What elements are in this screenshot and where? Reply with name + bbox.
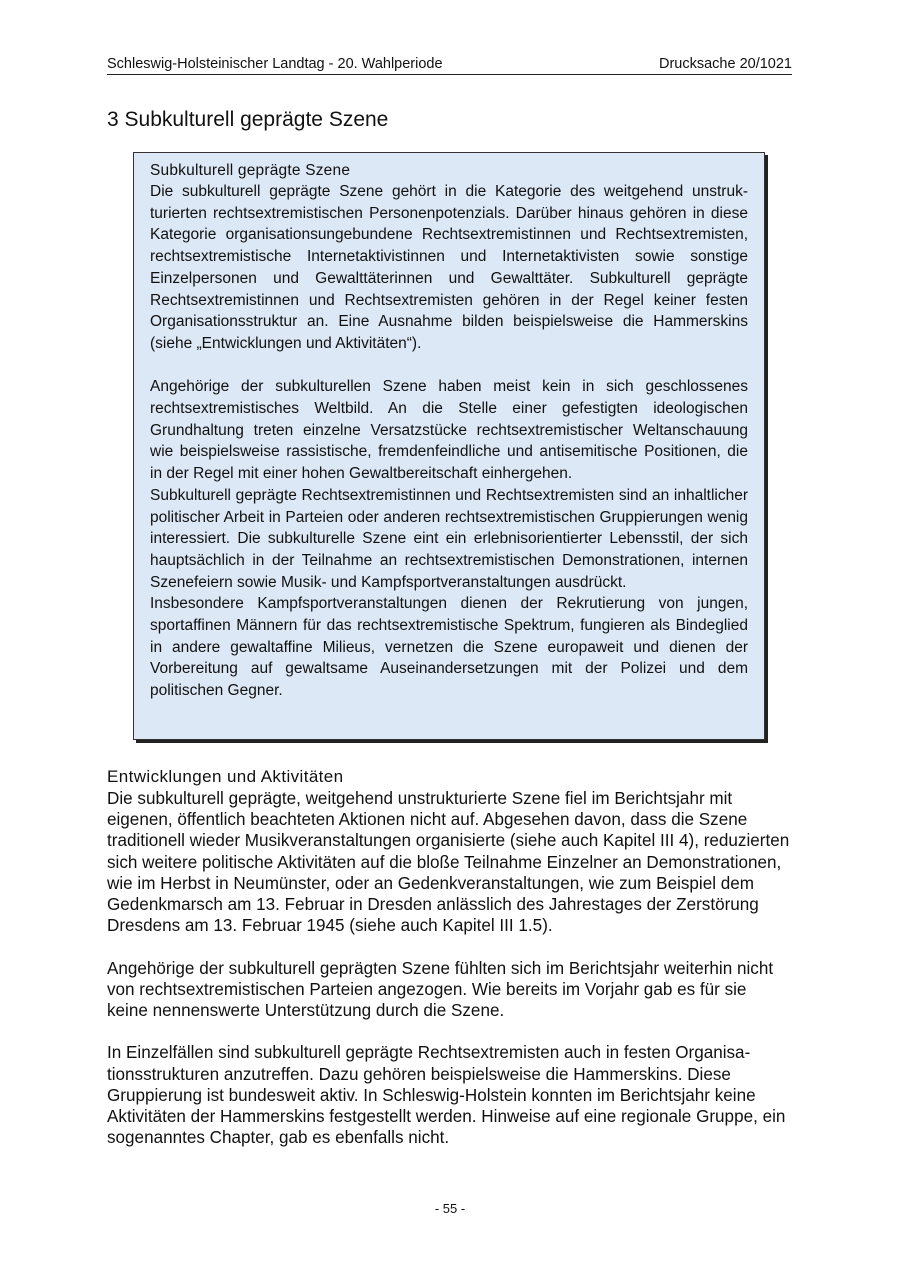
definition-paragraph: Subkulturell geprägte Rechtsextremistinnen und Rechtsextremisten sind an inhaltlicher politischer Arbeit in Parteien oder anderen rechtsextremistischen Gruppierungen wenig interessiert. Die subkulturelle Szene eint ein erlebnisorientierter Lebensstil, der sich hauptsächlich in der Teilnahme an rechtsextremistischen Demonstrationen, internen Szenefeiern sowie Musik- und Kampfsportveranstaltungen ausdrückt. (150, 486, 748, 591)
definition-paragraph: Insbesondere Kampfsportveranstaltungen dienen der Rekrutierung von jungen, sportaffinen Männern für das rechtsextremistische Spektrum, fungieren als Bindeglied in andere gewaltaffine Milieus, vernetzen die Szene europaweit und dienen der Vorbereitung auf gewaltsame Auseinandersetzungen mit der Polizei und dem politischen Gegner. (150, 595, 748, 700)
page-number: - 55 - (434, 1201, 466, 1216)
section-heading: Entwicklungen und Aktivitäten (107, 767, 344, 786)
definition-box-title: Subkulturell geprägte Szene (150, 162, 351, 179)
body-paragraph: Die subkulturell geprägte, weitgehend unstrukturierte Szene fiel im Berichtsjahr mit eigenen, öffentlich beachteten Aktionen nicht auf. Abgesehen davon, dass die Szene traditionell wieder Musikveranstaltungen organisierte (siehe auch Kapitel III 4), reduzierten sich weitere politische Aktivitäten auf die bloße Teilnahme Einzelner an Demonstrationen, wie im Herbst in Neumünster, oder an Gedenkveranstaltungen, wie zum Beispiel dem Gedenkmarsch am 13. Februar in Dresden anlässlich des Jahrestages der Zerstörung Dresdens am 13. Februar 1945 (siehe auch Kapitel III 1.5). (107, 789, 790, 936)
header-title: Schleswig-Holsteinischer Landtag - 20. Wahlperiode (107, 56, 443, 72)
body-paragraph: In Einzelfällen sind subkulturell geprägte Rechtsextremisten auch in festen Organisationsstrukturen anzutreffen. Dazu gehören beispielsweise die Hammerskins. Diese Gruppierung ist bundesweit aktiv. In Schleswig-Holstein konnten im Berichtsjahr keine Aktivitäten der Hammerskins festgestellt werden. Hinweise auf eine regionale Gruppe, ein sogenanntes Chapter, gab es ebenfalls nicht. (107, 1043, 786, 1148)
chapter-title: 3 Subkulturell geprägte Szene (107, 108, 389, 131)
header-document-number: Drucksache 20/1021 (659, 56, 792, 72)
developments-section (107, 766, 792, 1148)
body-paragraph: Angehörige der subkulturell geprägten Szene fühlten sich im Berichtsjahr weiterhin nicht von rechtsextremistischen Parteien angezogen. Wie bereits im Vorjahr gab es für sie keine nennenswerte Unterstützung durch die Szene. (107, 958, 774, 1021)
definition-box (133, 152, 765, 740)
definition-paragraph: Die subkulturell geprägte Szene gehört in die Kategorie des weitgehend unstrukturierten rechtsextremistischen Personenpotenzials. Darüber hinaus gehören in diese Kategorie organisationsungebundene Rechtsextremistinnen und Rechtsextremisten, rechtsextremistische Internetaktivistinnen und Internetaktivisten sowie sonstige Einzelpersonen und Gewalttäterinnen und Gewalttäter. Subkulturell geprägte Rechtsextremistinnen und Rechtsextremisten gehören in der Regel keiner festen Organisationsstruktur an. Eine Ausnahme bilden beispielsweise die Hammerskins (siehe „Entwicklungen und Aktivitäten“). (150, 183, 748, 352)
definition-paragraph: Angehörige der subkulturellen Szene haben meist kein in sich geschlossenes rechtsextremistisches Weltbild. An die Stelle einer gefestigten ideologischen Grundhaltung treten einzelne Versatzstücke rechtsextremistischer Weltanschauung wie beispielsweise rassistische, fremdenfeindliche und antisemitische Positionen, die in der Regel mit einer hohen Gewaltbereitschaft einhergehen. (150, 378, 748, 483)
page-header (107, 55, 792, 75)
